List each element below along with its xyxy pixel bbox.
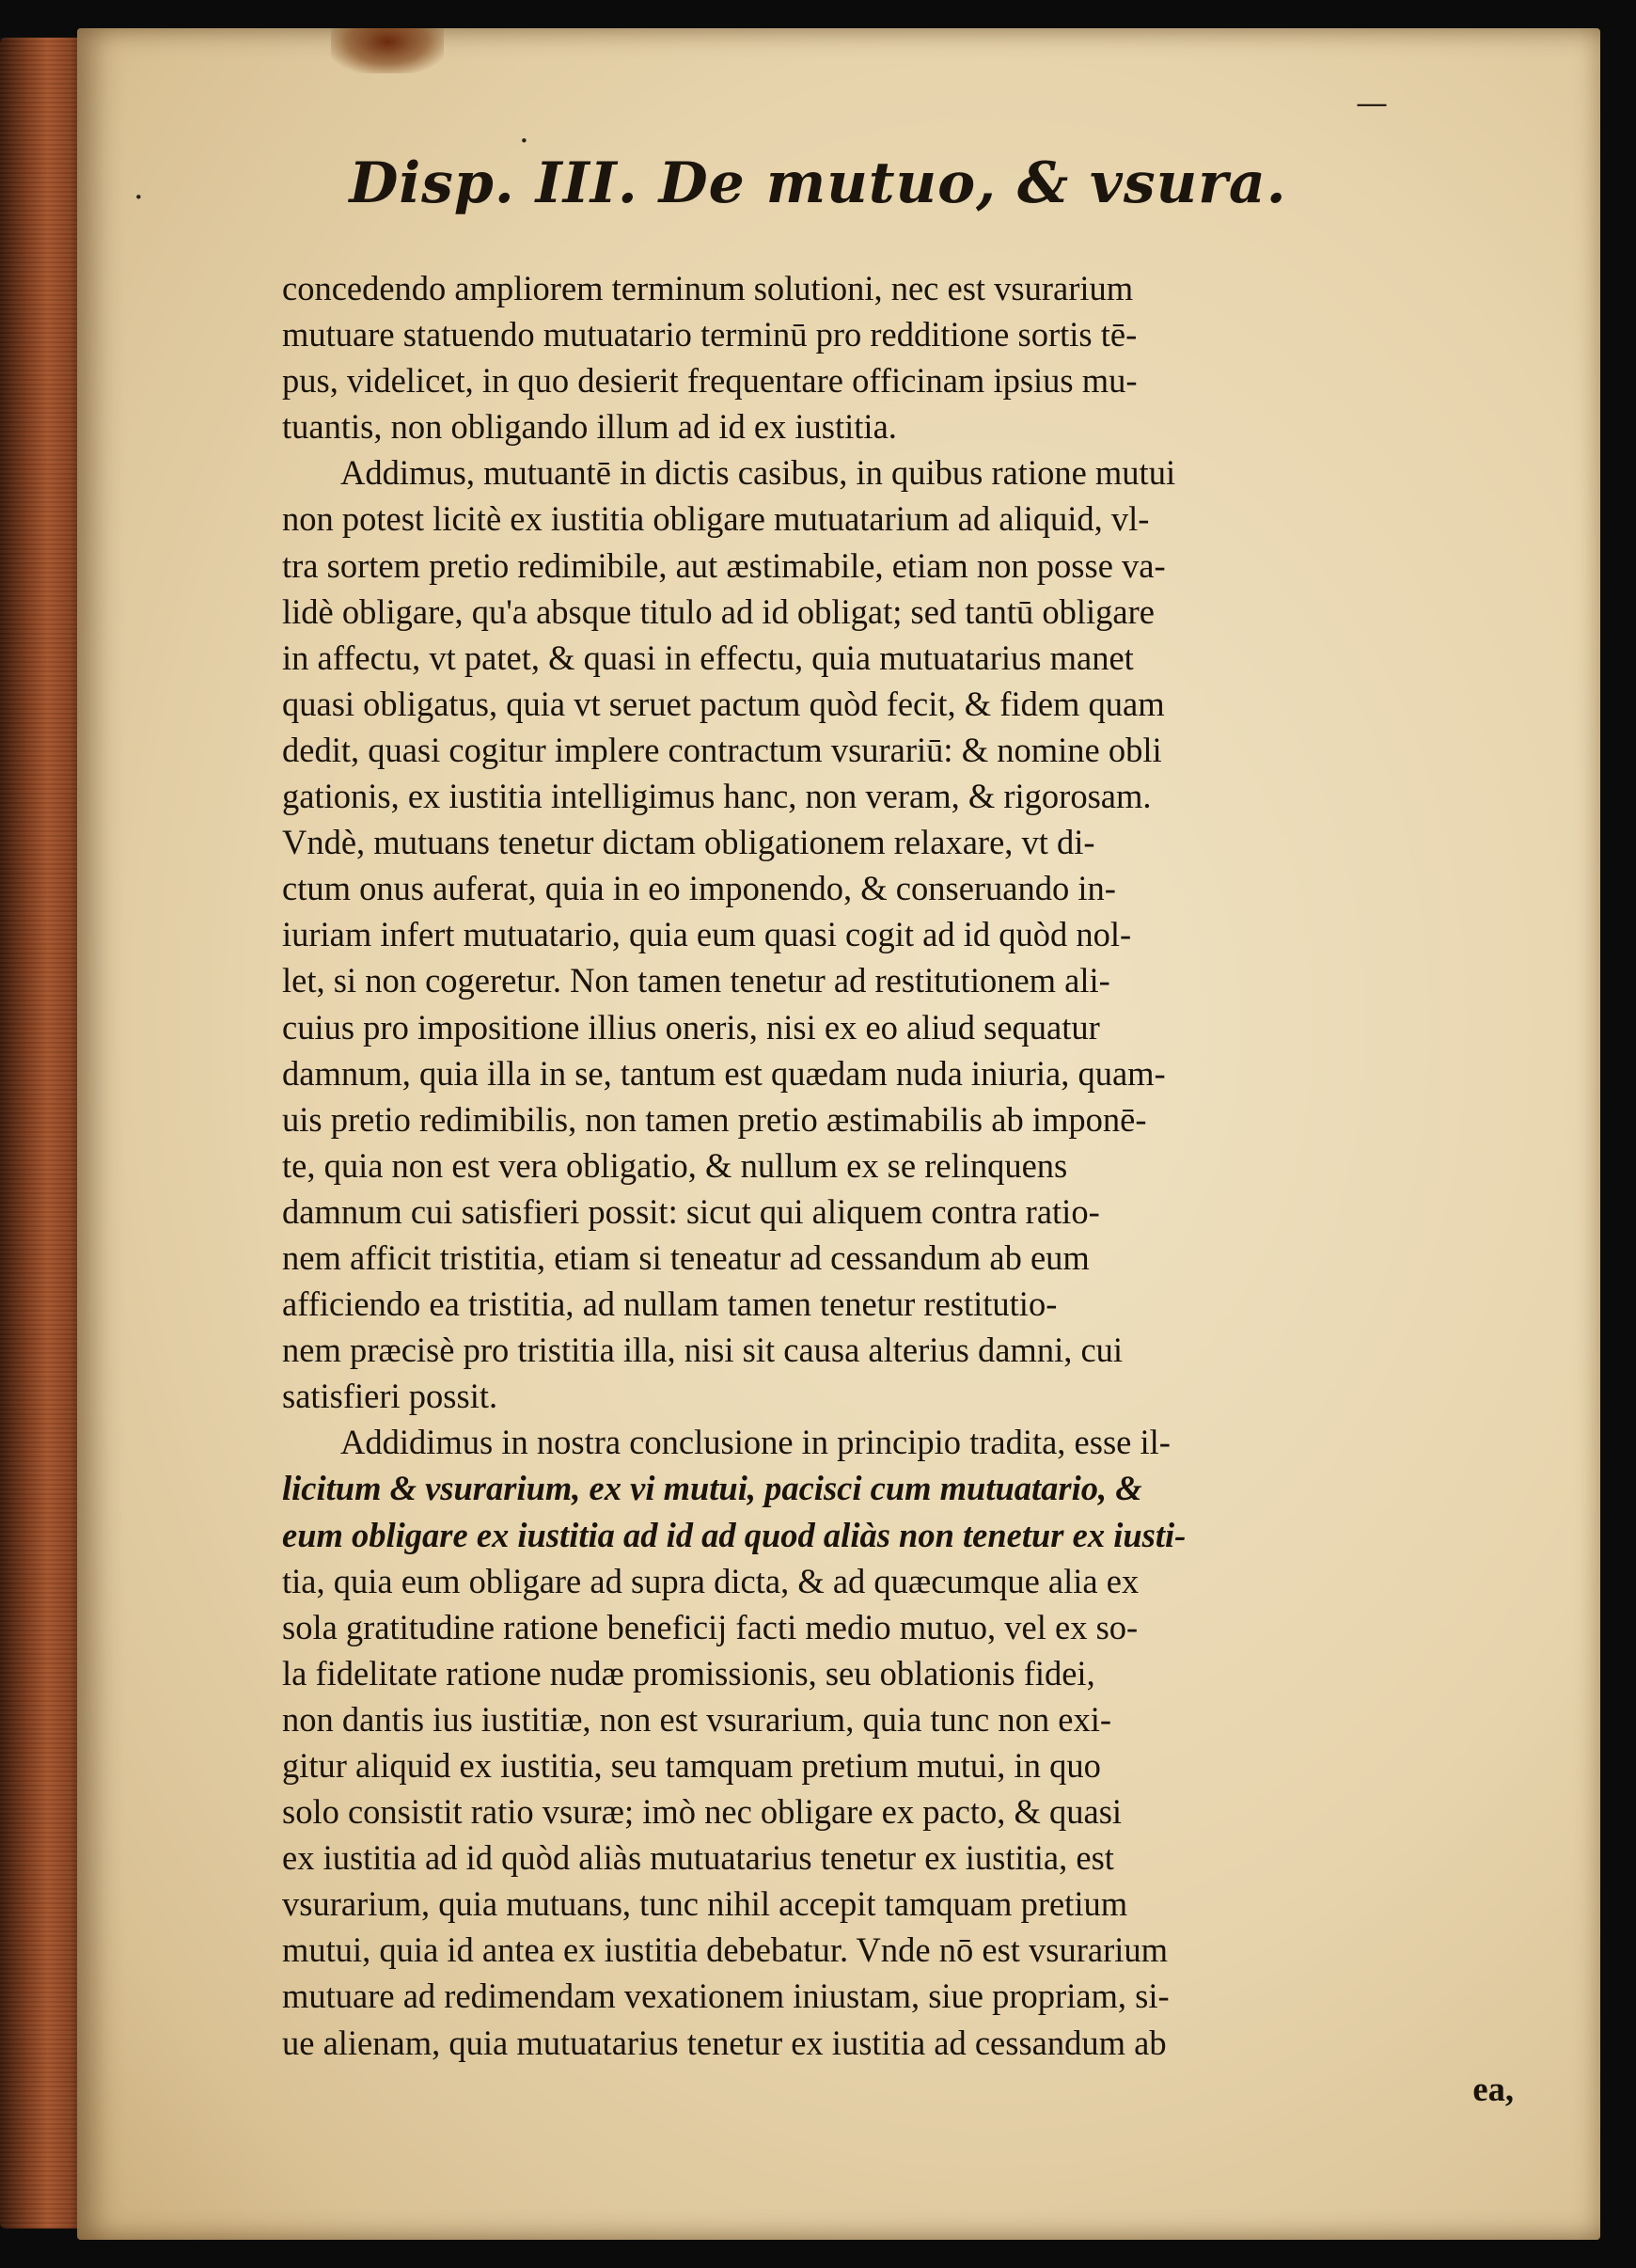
text-line: nem præcisè pro tristitia illa, nisi sit causa alterius damni, cui — [282, 1331, 1124, 1370]
text-line: licitum & vsurarium, ex vi mutui, pacisci cum mutuatario, & — [282, 1469, 1142, 1508]
text-line: satisfieri possit. — [282, 1377, 498, 1416]
text-line: mutuare ad redimendam vexationem iniustam, siue propriam, si- — [282, 1977, 1170, 2016]
text-line: solo consistit ratio vsuræ; imò nec obligare ex pacto, & quasi — [282, 1792, 1123, 1832]
text-line: pus, videlicet, in quo desierit frequentare officinam ipsius mu- — [282, 361, 1138, 401]
text-line: non dantis ius iustitiæ, non est vsurarium, quia tunc non exi- — [282, 1699, 1112, 1739]
text-line: Vndè, mutuans tenetur dictam obligationem relaxare, vt di- — [282, 823, 1095, 862]
text-line: ue alienam, quia mutuatarius tenetur ex iustitia ad cessandum ab — [282, 2023, 1167, 2062]
text-line: afficiendo ea tristitia, ad nullam tamen tenetur restitutio- — [282, 1284, 1058, 1324]
page-speck: — — [1356, 85, 1388, 122]
text-line: cuius pro impositione illius oneris, nisi ex eo aliud sequatur — [282, 1007, 1100, 1047]
catchword: ea, — [1472, 2069, 1514, 2108]
text-line: la fidelitate ratione nudæ promissionis, seu oblationis fidei, — [282, 1653, 1095, 1693]
page-speck: · — [519, 122, 529, 160]
text-line: eum obligare ex iustitia ad id ad quod aliàs non tenetur ex iusti- — [282, 1515, 1187, 1554]
text-line: vsurarium, quia mutuans, tunc nihil accepit tamquam pretium — [282, 1884, 1128, 1924]
book-edge — [0, 38, 87, 2229]
text-line: tuantis, non obligando illum ad id ex iustitia. — [282, 407, 897, 447]
text-line: tia, quia eum obligare ad supra dicta, & ad quæcumque alia ex — [282, 1561, 1140, 1600]
text-line: Addidimus in nostra conclusione in principio tradita, esse il- — [340, 1423, 1171, 1462]
text-line: non potest licitè ex iustitia obligare mutuatarium ad aliquid, vl- — [282, 499, 1150, 539]
page-stain — [331, 28, 444, 73]
text-line: nem afficit tristitia, etiam si teneatur ad cessandum ab eum — [282, 1237, 1090, 1277]
text-line: Addimus, mutuantē in dictis casibus, in quibus ratione mutui — [340, 453, 1176, 493]
page-header: Disp. III. De mutuo, & vsura. — [349, 150, 1287, 216]
text-line: gationis, ex iustitia intelligimus hanc, non veram, & rigorosam. — [282, 777, 1152, 816]
text-line: ex iustitia ad id quòd aliàs mutuatarius tenetur ex iustitia, est — [282, 1838, 1114, 1878]
text-line: mutuare statuendo mutuatario terminū pro redditione sortis tē- — [282, 315, 1138, 354]
text-line: lidè obligare, qu'a absque titulo ad id obligat; sed tantū obligare — [282, 591, 1155, 631]
text-line: mutui, quia id antea ex iustitia debebatur. Vnde nō est vsurarium — [282, 1930, 1169, 1970]
text-line: quasi obligatus, quia vt seruet pactum quòd fecit, & fidem quam — [282, 684, 1165, 723]
text-line: damnum cui satisfieri possit: sicut qui aliquem contra ratio- — [282, 1191, 1100, 1231]
text-line: damnum, quia illa in se, tantum est quædam nuda iniuria, quam- — [282, 1053, 1166, 1093]
text-line: uis pretio redimibilis, non tamen pretio æstimabilis ab imponē- — [282, 1099, 1147, 1139]
page-body — [282, 265, 1514, 2112]
text-line: in affectu, vt patet, & quasi in effectu, quia mutuatarius manet — [282, 638, 1134, 677]
text-line: te, quia non est vera obligatio, & nullum ex se relinquens — [282, 1145, 1068, 1185]
text-line: iuriam infert mutuatario, quia eum quasi cogit ad id quòd nol- — [282, 915, 1132, 954]
text-line: sola gratitudine ratione beneficij facti medio mutuo, vel ex so- — [282, 1607, 1139, 1646]
text-line: dedit, quasi cogitur implere contractum vsurariū: & nomine obli — [282, 730, 1162, 769]
text-line: tra sortem pretio redimibile, aut æstimabile, etiam non posse va- — [282, 545, 1166, 585]
text-line: gitur aliquid ex iustitia, seu tamquam pretium mutui, in quo — [282, 1746, 1101, 1785]
page-speck: · — [134, 179, 144, 216]
text-line: let, si non cogeretur. Non tamen tenetur ad restitutionem ali- — [282, 961, 1110, 1000]
text-line: ctum onus auferat, quia in eo imponendo, & conseruando in- — [282, 869, 1116, 908]
text-line: concedendo ampliorem terminum solutioni, nec est vsurarium — [282, 269, 1134, 307]
